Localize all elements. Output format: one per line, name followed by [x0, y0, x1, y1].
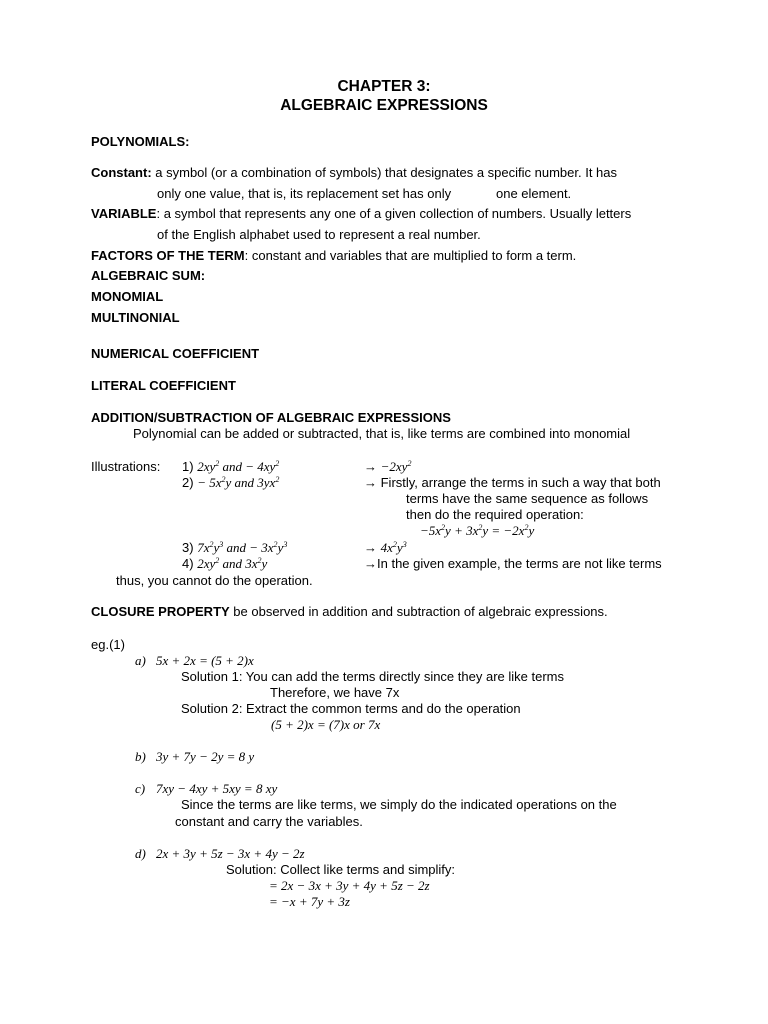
- example-c-label: c): [135, 781, 146, 796]
- factors-label: FACTORS OF THE TERM: [91, 248, 245, 263]
- example-c-note: Since the terms are like terms, we simply do the indicated operations on the: [181, 797, 617, 812]
- example-a-expression: 5x + 2x = (5 + 2)x: [156, 653, 254, 668]
- variable-definition: [91, 206, 631, 222]
- illustration-2-equation: $-5x^2y + 3x^2y = -2x^2y$: [420, 523, 535, 538]
- addsub-heading: ADDITION/SUBTRACTION OF ALGEBRAIC EXPRESSIONS: [91, 410, 451, 425]
- algebraic-sum-heading: ALGEBRAIC SUM:: [91, 268, 206, 283]
- example-a-label: a): [135, 653, 146, 668]
- chapter-number: CHAPTER 3:: [337, 78, 431, 95]
- constant-text: a symbol (or a combination of symbols) that designates a specific number. It has: [151, 165, 618, 180]
- illustration-2: [182, 475, 279, 491]
- literal-coefficient-heading: LITERAL COEFFICIENT: [91, 378, 236, 393]
- illustration-number: 2): [182, 475, 194, 490]
- variable-text: : a symbol that represents any one of a given collection of numbers. Usually letters: [156, 206, 632, 221]
- illustration-3-expression: $7x^2y^3$ and − $3x^2y^3$: [197, 540, 288, 555]
- example-b-expression: 3y + 7y − 2y = 8 y: [156, 749, 255, 764]
- polynomials-heading: POLYNOMIALS:: [91, 134, 190, 149]
- example-d-label: d): [135, 846, 146, 861]
- illustration-4-tail: thus, you cannot do the operation.: [116, 573, 313, 588]
- illustration-2-result-line2: terms have the same sequence as follows: [406, 491, 649, 506]
- example-c-note-line2: constant and carry the variables.: [175, 814, 363, 829]
- illustration-2-result-line3: then do the required operation:: [406, 507, 584, 522]
- example-d-step-2: = −x + 7y + 3z: [269, 894, 350, 909]
- constant-definition: [91, 165, 617, 181]
- example-c-expression: 7xy − 4xy + 5xy = 8 xy: [156, 781, 278, 796]
- illustration-number: 4): [182, 556, 194, 571]
- monomial-heading: MONOMIAL: [91, 289, 164, 304]
- variable-label: VARIABLE: [91, 206, 157, 221]
- addsub-intro: Polynomial can be added or subtracted, that is, like terms are combined into monomial: [133, 426, 631, 441]
- example-a-solution-2: Solution 2: Extract the common terms and do the operation: [181, 701, 521, 716]
- illustration-number: 3): [182, 540, 194, 555]
- example-a-result: (5 + 2)x = (7)x or 7x: [271, 717, 381, 732]
- arrow-icon: →: [364, 459, 377, 474]
- illustration-4: [182, 556, 267, 572]
- closure-property: [91, 604, 608, 620]
- multinomial-heading: MULTINONIAL: [91, 310, 180, 325]
- factors-definition: [91, 248, 576, 264]
- closure-label: CLOSURE PROPERTY: [91, 604, 230, 619]
- illustration-2-result: → Firstly, arrange the terms in such a way that both: [364, 475, 661, 490]
- illustrations-label: Illustrations:: [91, 459, 161, 474]
- illustration-1-result: → $-2xy^2$: [364, 459, 412, 474]
- illustration-4-result: →In the given example, the terms are not like terms: [364, 556, 662, 571]
- constant-label: Constant:: [91, 165, 152, 180]
- illustration-number: 1): [182, 459, 194, 474]
- example-d-solution: Solution: Collect like terms and simplify:: [226, 862, 456, 877]
- example-d-step-1: = 2x − 3x + 3y + 4y + 5z − 2z: [269, 878, 430, 893]
- example-label: eg.(1): [91, 637, 125, 652]
- illustration-2-expression: − $5x^2y$ and $3yx^2$: [197, 475, 280, 490]
- numerical-coefficient-heading: NUMERICAL COEFFICIENT: [91, 346, 260, 361]
- arrow-icon: →: [364, 475, 377, 490]
- illustration-1: [182, 459, 279, 475]
- arrow-icon: →: [364, 556, 377, 571]
- variable-text-line2: of the English alphabet used to represent a real number.: [157, 227, 481, 242]
- chapter-title: ALGEBRAIC EXPRESSIONS: [280, 97, 488, 114]
- closure-text: be observed in addition and subtraction of algebraic expressions.: [229, 604, 608, 619]
- example-b-label: b): [135, 749, 146, 764]
- example-a-solution-1: Solution 1: You can add the terms directly since they are like terms: [181, 669, 564, 684]
- example-d-expression: 2x + 3y + 5z − 3x + 4y − 2z: [156, 846, 305, 861]
- illustration-1-expression: $2xy^2$ and − $4xy^2$: [197, 459, 280, 474]
- constant-text-line2: only one value, that is, its replacement set has only: [157, 186, 452, 201]
- illustration-3-result: → $4x^2y^3$: [364, 540, 407, 555]
- arrow-icon: →: [364, 540, 377, 555]
- example-a-therefore: Therefore, we have 7x: [270, 685, 400, 700]
- constant-text-line3: one element.: [496, 186, 572, 201]
- illustration-4-expression: $2xy^2$ and $3x^2y$: [197, 556, 268, 571]
- illustration-3: [182, 540, 287, 556]
- factors-text: : constant and variables that are multiplied to form a term.: [244, 248, 577, 263]
